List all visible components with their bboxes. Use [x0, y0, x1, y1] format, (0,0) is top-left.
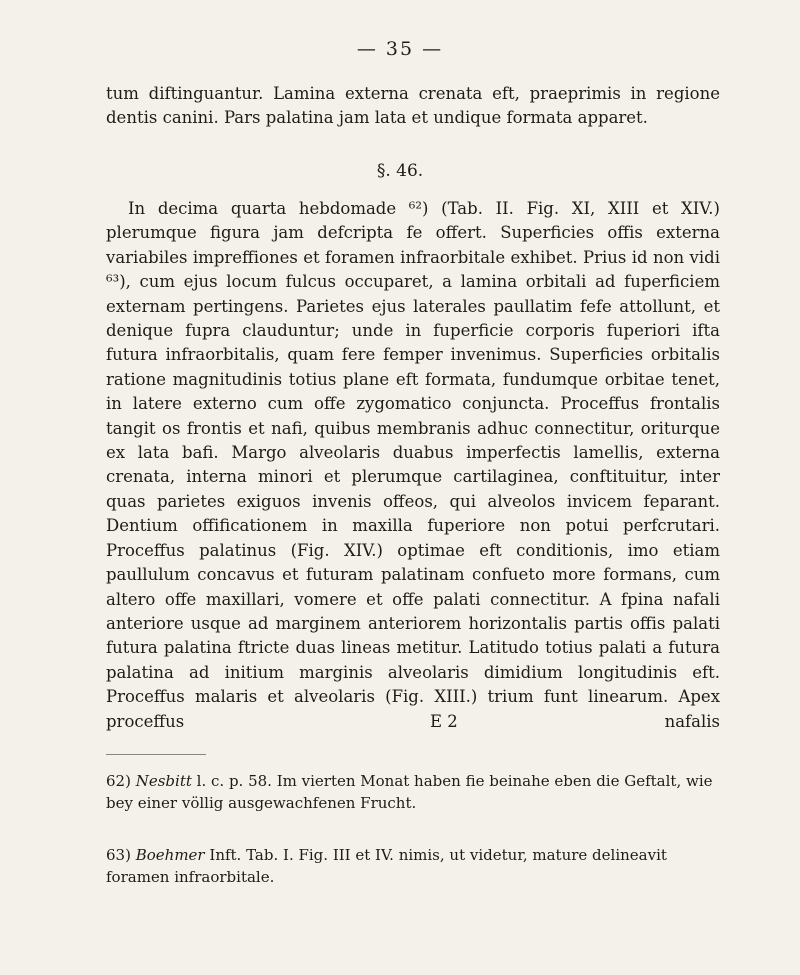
footnote-text: l. c. p. 58. Im vierten Monat haben fie beinahe eben die Geftalt, wie bey einer völlig ausgewachfenen Frucht.: [106, 772, 713, 812]
intro-text: tum diftinguantur. Lamina externa crenata eft, praeprimis in regione dentis canini. Pars palatina jam lata et undique formata apparet.: [106, 84, 720, 128]
catchword: nafalis: [664, 712, 720, 731]
footnote: [106, 844, 720, 888]
footnote-marker: 63): [106, 846, 131, 864]
body-paragraph: In decima quarta hebdomade ⁶²) (Tab. II. Fig. XI, XIII et XIV.) plerumque figura jam defcripta fe offert. Superficies offis externa variabiles impreffiones et foramen infraorbitale exhibet. Prius id non vidi ⁶³), cum ejus locum fulcus occuparet, a lamina orbitali ad fuperficiem externam pertingens. Parietes ejus laterales paullatim fefe attollunt, et denique fupra clauduntur; unde in fuperficie corporis fuperiori ifta futura infraorbitalis, quam fere femper invenimus. Superficies orbitalis ratione magnitudinis totius plane eft formata, fundumque orbitae tenet, in latere externo cum offe zygomatico conjuncta. Proceffus frontalis tangit os frontis et nafi, quibus membranis adhuc connectitur, oriturque ex lata bafi. Margo alveolaris duabus imperfectis lamellis, externa crenata, interna minori et plerumque cartilaginea, conftituitur, inter quas parietes exiguos invenis offeos, qui alveolos invicem feparant. Dentium offificationem in maxilla fuperiore non potui perfcrutari. Proceffus palatinus (Fig. XIV.) optimae eft conditionis, imo etiam paullulum concavus et futuram palatinam confueto more formans, cum altero offe maxillari, vomere et offe palati connectitur. A fpina nafali anteriore usque ad marginem anteriorem horizontalis partis offis palati futura palatina ftricte duas lineas metitur. Latitudo totius palati a futura palatina ad initium marginis alveolaris dimidium longitudinis eft. Proceffus malaris et alveolaris (Fig. XIII.) trium funt linearum. Apex proceffus: [106, 199, 720, 731]
footnotes: [106, 770, 720, 918]
footnote-text: Inft. Tab. I. Fig. III et IV. nimis, ut videtur, mature delineavit foramen infraorbitale.: [106, 846, 667, 886]
main-text: [106, 197, 720, 734]
section-heading: §. 46.: [376, 161, 424, 181]
footnote-marker: 62): [106, 772, 131, 790]
footnote-reference: Boehmer: [135, 846, 205, 864]
signature-mark: E 2: [430, 712, 458, 731]
page-number: — 35 —: [356, 38, 444, 60]
footnote-rule: [106, 754, 206, 755]
footnote-reference: Nesbitt: [135, 772, 192, 790]
footnote: [106, 770, 720, 814]
intro-paragraph: [106, 82, 720, 131]
